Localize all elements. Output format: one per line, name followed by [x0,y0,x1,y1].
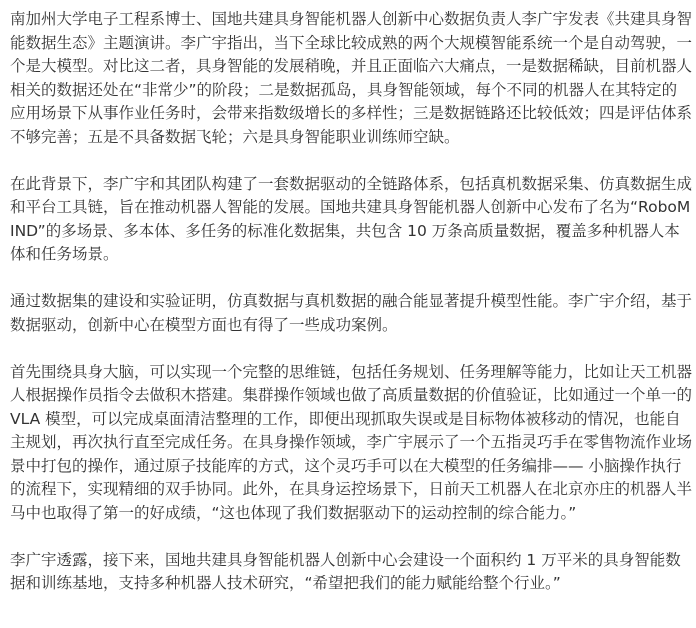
paragraph-speaker-intro: 南加州大学电子工程系博士、国地共建具身智能机器人创新中心数据负责人李广宇发表《共建具身智能数据生态》主题演讲。李广宇指出，当下全球比较成熟的两个大规模智能系统一个是自动驾驶，一个是大模型。对比这二者，具身智能的发展稍晚，并且正面临六大痛点，一是数据稀缺，目前机器人相关的数据还处在“非常少”的阶段；二是数据孤岛，具身智能领域，每个不同的机器人在其特定的应用场景下从事作业任务时，会带来指数级增长的多样性；三是数据链路还比较低效；四是评估体系不够完善；五是不具备数据飞轮；六是具身智能职业训练师空缺。 [10,10,693,146]
paragraph-robomind-dataset: 在此背景下，李广宇和其团队构建了一套数据驱动的全链路体系，包括真机数据采集、仿真数据生成和平台工具链，旨在推动机器人智能的发展。国地共建具身智能机器人创新中心发布了名为“RoboMIND”的多场景、多本体、多任务的标准化数据集，共包含 10 万条高质量数据，覆盖多种机器人本体和任务场景。 [10,174,693,263]
paragraph-future-plan: 李广宇透露，接下来，国地共建具身智能机器人创新中心会建设一个面积约 1 万平米的具身智能数据和训练基地，支持多种机器人技术研究，“希望把我们的能力赋能给整个行业。” [10,550,681,592]
paragraph-model-cases: 首先围绕具身大脑，可以实现一个完整的思维链，包括任务规划、任务理解等能力，比如让天工机器人根据操作员指令去做积木搭建。集群操作领域也做了高质量数据的价值验证，比如通过一个单一的 VLA 模型，可以完成桌面清洁整理的工作，即便出现抓取失误或是目标物体被移动的情况，也能自主规划，再次执行直至完成任务。在具身操作领域，李广宇展示了一个五指灵巧手在零售物流作业场景中打包的操作，通过原子技能库的方式，这个灵巧手可以在大模型的任务编排—— 小脑操作执行的流程下，实现精细的双手协同。此外，在具身运控场景下，日前天工机器人在北京亦庄的机器人半马中也取得了第一的好成绩，“这也体现了我们数据驱动下的运动控制的综合能力。” [10,362,693,522]
paragraph-data-fusion: 通过数据集的建设和实验证明，仿真数据与真机数据的融合能显著提升模型性能。李广宇介绍，基于数据驱动，创新中心在模型方面也有得了一些成功案例。 [10,292,693,334]
article-body [10,8,692,596]
